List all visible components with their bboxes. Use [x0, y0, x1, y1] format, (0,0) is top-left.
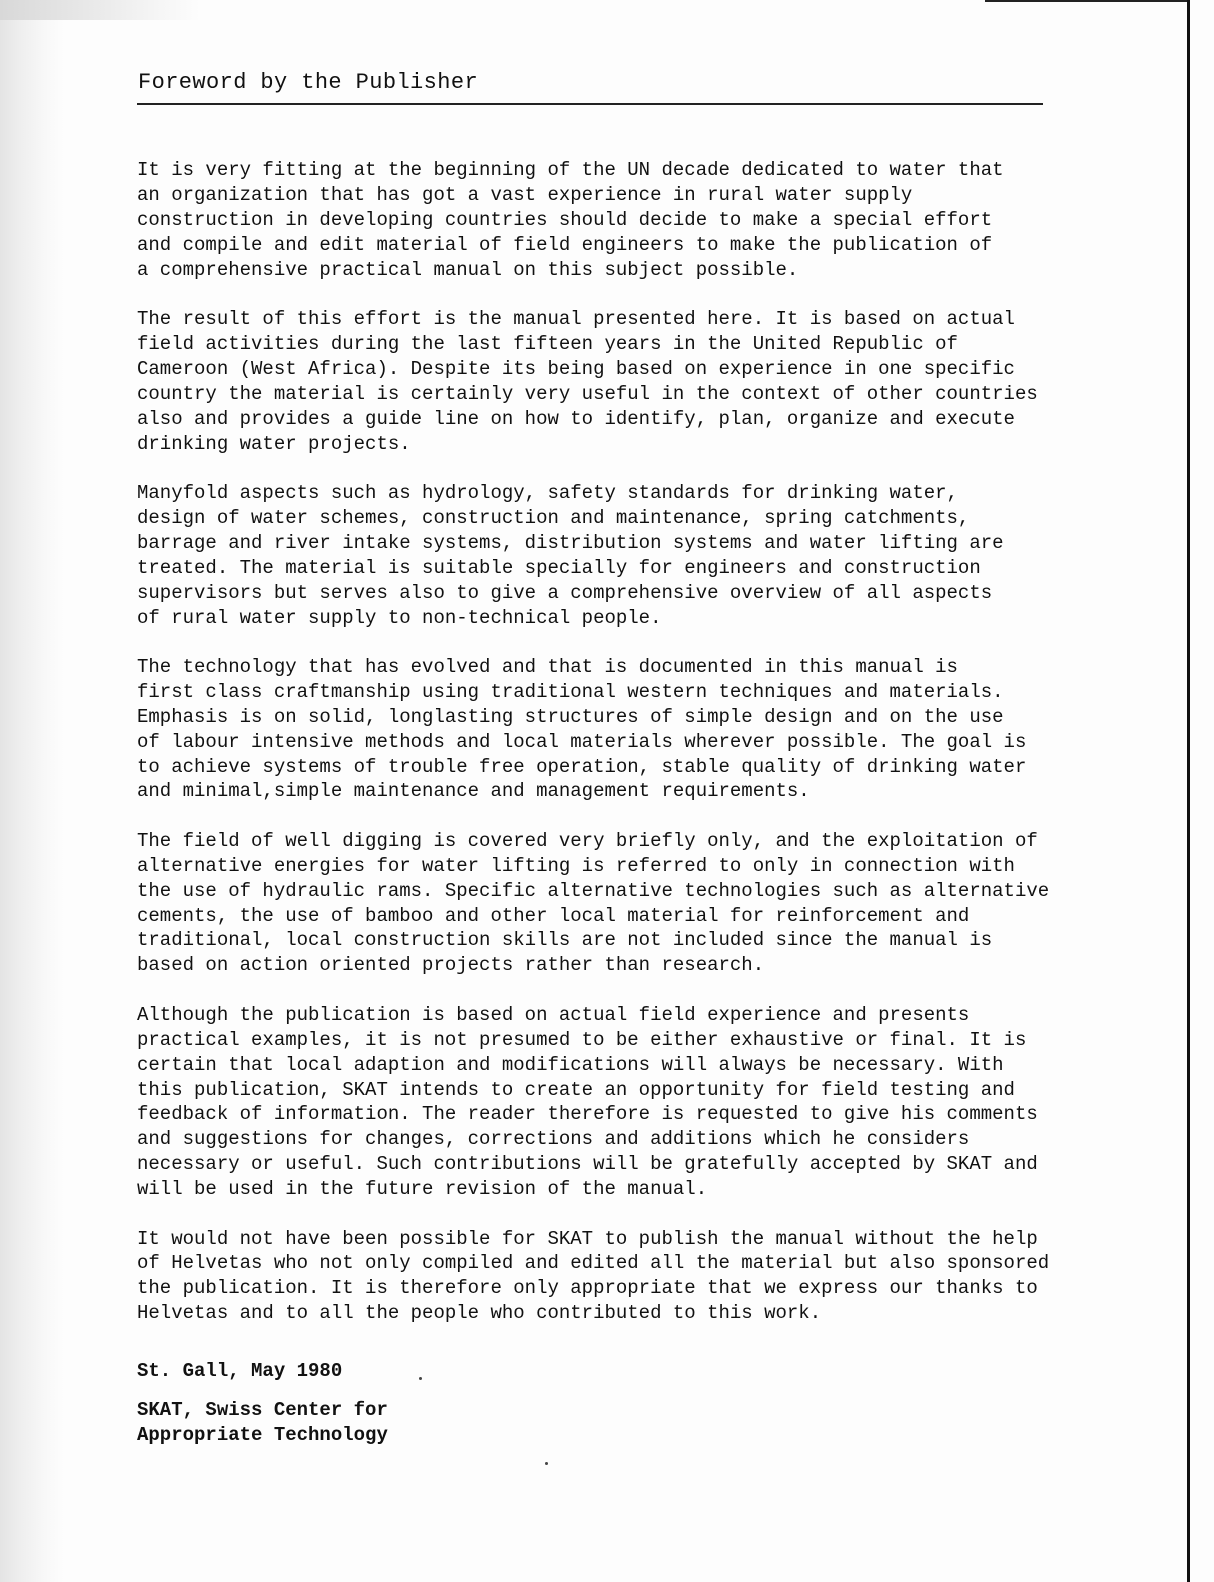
paragraph-3: Manyfold aspects such as hydrology, safety standards for drinking water, design of water schemes, construction and maintenance, spring catchments, barrage and river intake systems, distribution systems and water lifting are treated. The material is suitable specially for engineers and construction supervisors but serves also to give a comprehensive overview of all aspects of rural water supply to non-technical people.	[137, 481, 1004, 629]
signature-organization: SKAT, Swiss Center for Appropriate Technology	[137, 1399, 388, 1446]
foreword-body	[137, 158, 1097, 1351]
paragraph-1: It is very fitting at the beginning of the UN decade dedicated to water that an organization that has got a vast experience in rural water supply construction in developing countries should decide to make a special effort and compile and edit material of field engineers to make the publication of a comprehensive practical manual on this subject possible.	[137, 159, 1004, 281]
page-title: Foreword by the Publisher	[138, 70, 479, 95]
scan-speck	[419, 1377, 422, 1380]
paragraph-5: The field of well digging is covered very briefly only, and the exploitation of alternative energies for water lifting is referred to only in connection with the use of hydraulic rams. Specific alternative technologies such as alternative cements, the use of bamboo and other local material for reinforcement and traditional, local construction skills are not included since the manual is based on action oriented projects rather than research.	[137, 829, 1050, 977]
scan-shadow-top	[0, 0, 200, 20]
scan-shadow-left	[0, 0, 64, 1582]
paragraph-4: The technology that has evolved and that is documented in this manual is first class craftmanship using traditional western techniques and materials. Emphasis is on solid, longlasting structures of simple design and on the use of labour intensive methods and local materials wherever possible. The goal is to achieve systems of trouble free operation, stable quality of drinking water and minimal,simple maintenance and management requirements.	[137, 655, 1027, 803]
scan-page-edge-right	[1187, 0, 1190, 1582]
paragraph-6: Although the publication is based on actual field experience and presents practical examples, it is not presumed to be either exhaustive or final. It is certain that local adaption and modifications will always be necessary. With this publication, SKAT intends to create an opportunity for field testing and feedback of information. The reader therefore is requested to give his comments and suggestions for changes, corrections and additions which he considers necessary or useful. Such contributions will be gratefully accepted by SKAT and will be used in the future revision of the manual.	[137, 1003, 1038, 1201]
scan-top-rule	[985, 0, 1190, 2]
scan-speck	[545, 1462, 548, 1465]
signature-place-date: St. Gall, May 1980	[137, 1360, 343, 1382]
paragraph-7: It would not have been possible for SKAT to publish the manual without the help of Helvetas who not only compiled and edited all the material but also sponsored the publication. It is therefore only appropriate that we express our thanks to Helvetas and to all the people who contributed to this work.	[137, 1227, 1050, 1325]
paragraph-2: The result of this effort is the manual presented here. It is based on actual field activities during the last fifteen years in the United Republic of Cameroon (West Africa). Despite its being based on experience in one specific country the material is certainly very useful in the context of other countries also and provides a guide line on how to identify, plan, organize and execute drinking water projects.	[137, 308, 1038, 455]
title-underline	[137, 103, 1043, 105]
